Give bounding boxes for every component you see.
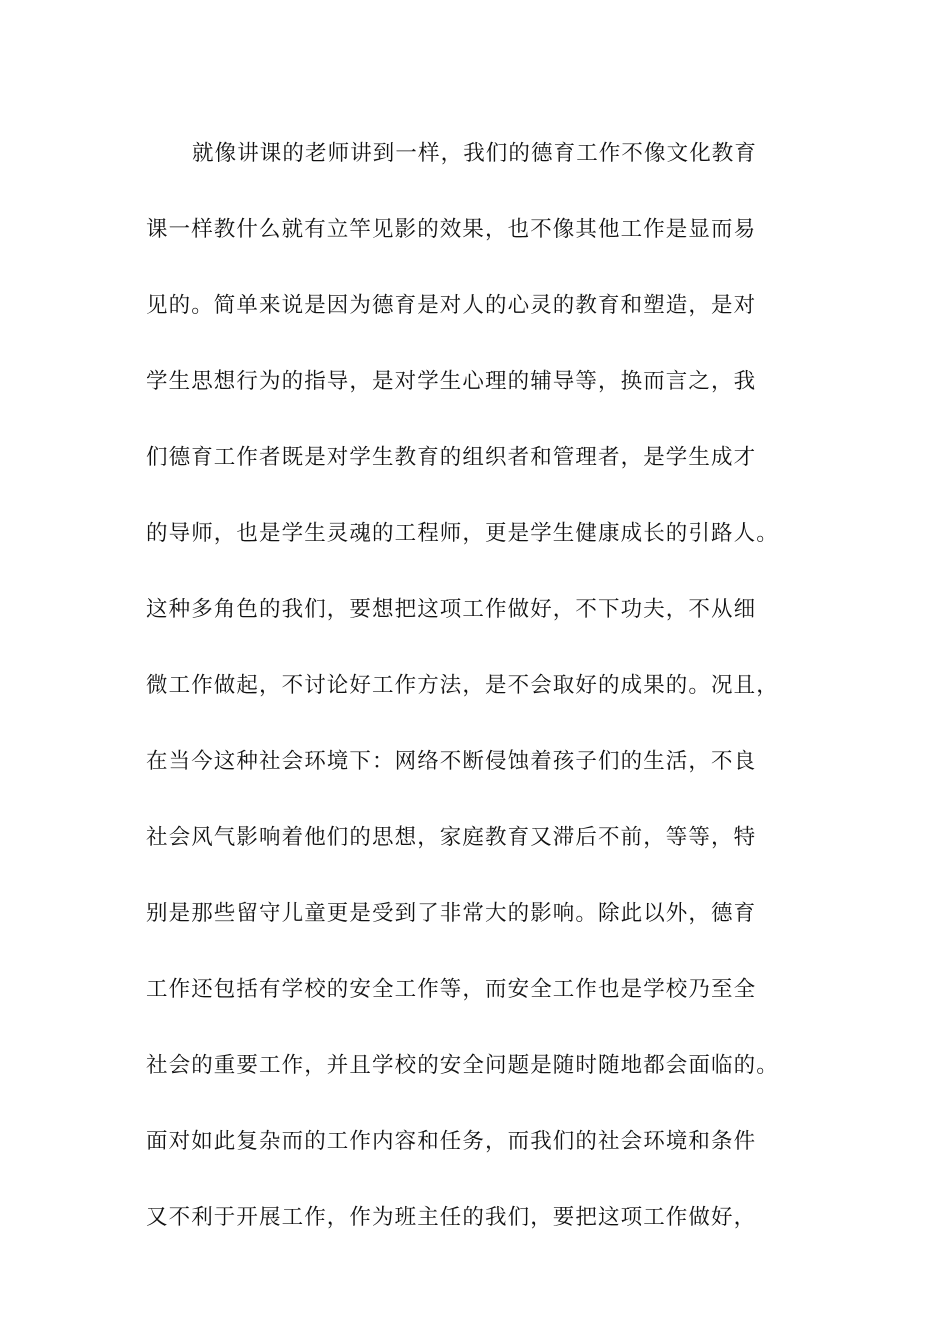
paragraph-line: 这种多角色的我们，要想把这项工作做好，不下功夫，不从细	[146, 597, 757, 622]
paragraph-line: 们德育工作者既是对学生教育的组织者和管理者，是学生成才	[146, 445, 757, 470]
paragraph-line: 见的。简单来说是因为德育是对人的心灵的教育和塑造，是对	[146, 293, 757, 318]
paragraph-line: 课一样教什么就有立竿见影的效果，也不像其他工作是显而易	[146, 217, 757, 242]
paragraph-line: 又不利于开展工作，作为班主任的我们，要把这项工作做好，	[146, 1205, 757, 1230]
body-paragraph	[146, 134, 806, 1274]
paragraph-line: 微工作做起，不讨论好工作方法，是不会取好的成果的。况且，	[146, 673, 779, 698]
paragraph-line: 学生思想行为的指导，是对学生心理的辅导等，换而言之，我	[146, 369, 757, 394]
paragraph-line: 的导师，也是学生灵魂的工程师，更是学生健康成长的引路人。	[146, 521, 779, 546]
paragraph-line: 在当今这种社会环境下：网络不断侵蚀着孩子们的生活，不良	[146, 749, 757, 774]
paragraph-line: 工作还包括有学校的安全工作等，而安全工作也是学校乃至全	[146, 977, 757, 1002]
paragraph-line: 社会的重要工作，并且学校的安全问题是随时随地都会面临的。	[146, 1053, 779, 1078]
paragraph-line: 就像讲课的老师讲到一样，我们的德育工作不像文化教育	[192, 141, 758, 166]
paragraph-line: 面对如此复杂而的工作内容和任务，而我们的社会环境和条件	[146, 1129, 757, 1154]
paragraph-line: 社会风气影响着他们的思想，家庭教育又滞后不前，等等，特	[146, 825, 757, 850]
paragraph-line: 别是那些留守儿童更是受到了非常大的影响。除此以外，德育	[146, 901, 757, 926]
